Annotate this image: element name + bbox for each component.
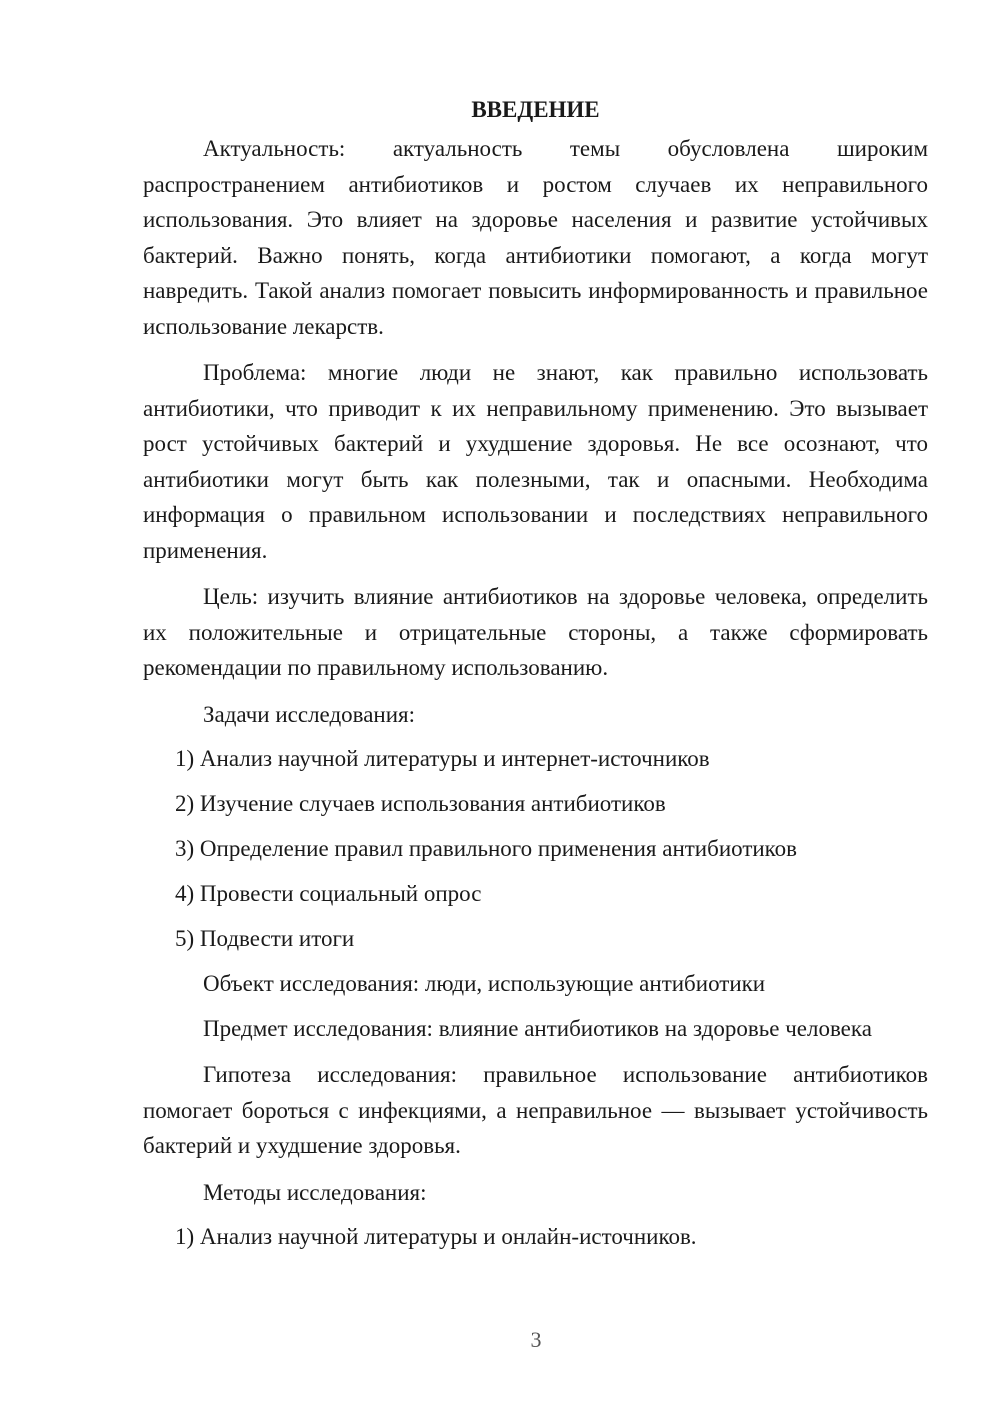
problem-paragraph: Проблема: многие люди не знают, как правильно использовать антибиотики, что приводит к их неправильному применению. Это вызывает рост устойчивых бактерий и ухудшение здоровья. Не все осознают, что антибиотики могут быть как полезными, так и опасными. Необходима информация о правильном использовании и последствиях неправильного применения. — [143, 360, 928, 563]
page-title: ВВЕДЕНИЕ — [471, 97, 600, 122]
research-subject: Предмет исследования: влияние антибиотиков на здоровье человека — [203, 1015, 872, 1041]
page-content — [143, 92, 928, 1264]
task-item-3: 3) Определение правил правильного применения антибиотиков — [175, 836, 798, 861]
relevance-paragraph: Актуальность: актуальность темы обусловлена широким распространением антибиотиков и ростом случаев их неправильного использования. Это влияет на здоровье населения и развитие устойчивых бактерий. Важно понять, когда антибиотики помогают, а когда могут навредить. Такой анализ помогает повысить информированность и правильное использование лекарств. — [143, 136, 928, 339]
goal-paragraph: Цель: изучить влияние антибиотиков на здоровье человека, определить их положительные и отрицательные стороны, а также сформировать рекомендации по правильному использованию. — [143, 584, 928, 680]
task-item-1: 1) Анализ научной литературы и интернет-источников — [175, 746, 710, 771]
task-item-4: 4) Провести социальный опрос — [175, 881, 482, 906]
methods-heading: Методы исследования: — [203, 1179, 427, 1205]
task-item-2: 2) Изучение случаев использования антибиотиков — [175, 791, 666, 816]
tasks-heading: Задачи исследования: — [203, 701, 416, 727]
page-number: 3 — [530, 1327, 542, 1352]
task-item-5: 5) Подвести итоги — [175, 926, 355, 951]
research-hypothesis: Гипотеза исследования: правильное использование антибиотиков помогает бороться с инфекциями, а неправильное — вызывает устойчивость бактерий и ухудшение здоровья. — [143, 1062, 928, 1158]
research-object: Объект исследования: люди, использующие антибиотики — [203, 971, 766, 996]
method-item-1: 1) Анализ научной литературы и онлайн-источников. — [175, 1224, 697, 1249]
